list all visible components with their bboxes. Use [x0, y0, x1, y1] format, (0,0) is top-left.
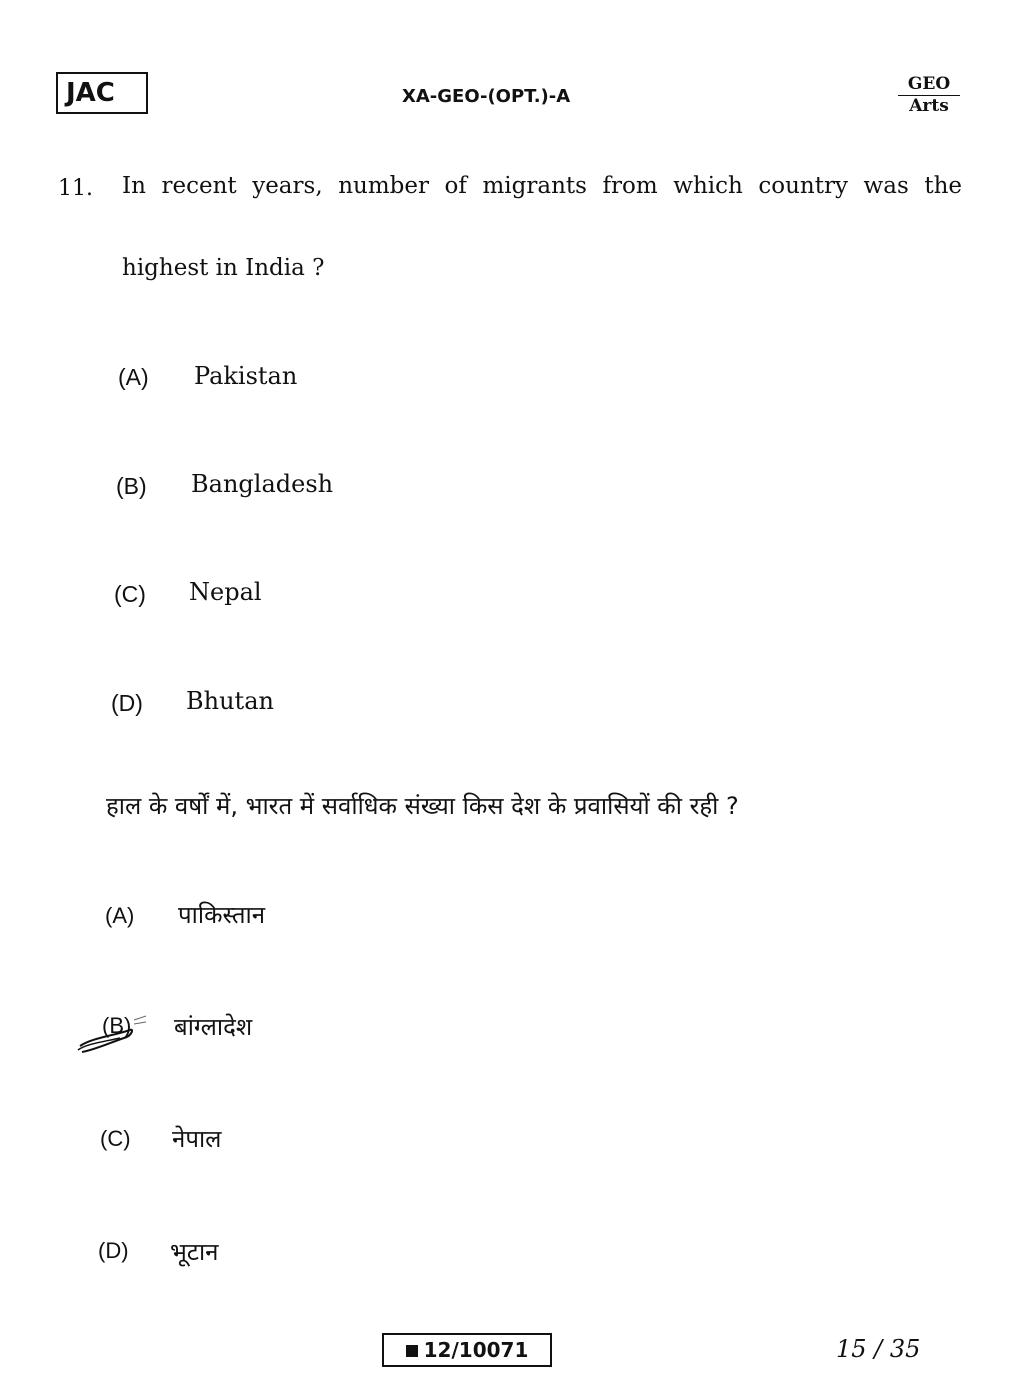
subject-label: GEO [898, 74, 960, 96]
hindi-option-b-letter: (B) [102, 1013, 132, 1038]
stream-label: Arts [909, 96, 949, 116]
square-bullet-icon [406, 1345, 418, 1357]
hindi-option-d-text: भूटान [170, 1238, 219, 1266]
question-text-line-2: highest in India ? [122, 255, 325, 281]
hindi-option-b-text: बांग्लादेश [174, 1013, 253, 1041]
hindi-option-a-letter: (A) [105, 903, 135, 928]
option-b-letter: (B) [116, 473, 147, 499]
option-c-letter: (C) [114, 581, 146, 607]
option-a-letter: (A) [118, 364, 149, 390]
page-number: 15 / 35 [836, 1335, 921, 1363]
hindi-option-c-letter: (C) [100, 1126, 131, 1151]
paper-code: XA-GEO-(OPT.)-A [402, 86, 571, 107]
booklet-code: 12/10071 [423, 1338, 529, 1362]
option-d-text: Bhutan [186, 687, 274, 715]
booklet-code-box [382, 1333, 552, 1367]
option-d-letter: (D) [111, 690, 143, 716]
option-a-text: Pakistan [194, 362, 298, 390]
hindi-option-a-text: पाकिस्तान [178, 901, 266, 929]
handwritten-answer-mark-icon [72, 1008, 152, 1058]
question-number: 11. [58, 176, 93, 201]
hindi-option-c-text: नेपाल [172, 1125, 222, 1153]
option-c-text: Nepal [189, 578, 262, 606]
question-text-hindi: हाल के वर्षों में, भारत में सर्वाधिक संख्या किस देश के प्रवासियों की रही ? [106, 792, 739, 820]
hindi-option-d-letter: (D) [98, 1238, 129, 1263]
question-text-line-1: In recent years, number of migrants from which country was the [122, 173, 962, 199]
option-b-text: Bangladesh [191, 470, 334, 498]
subject-block [898, 74, 960, 116]
board-label-box: JAC [56, 72, 148, 114]
